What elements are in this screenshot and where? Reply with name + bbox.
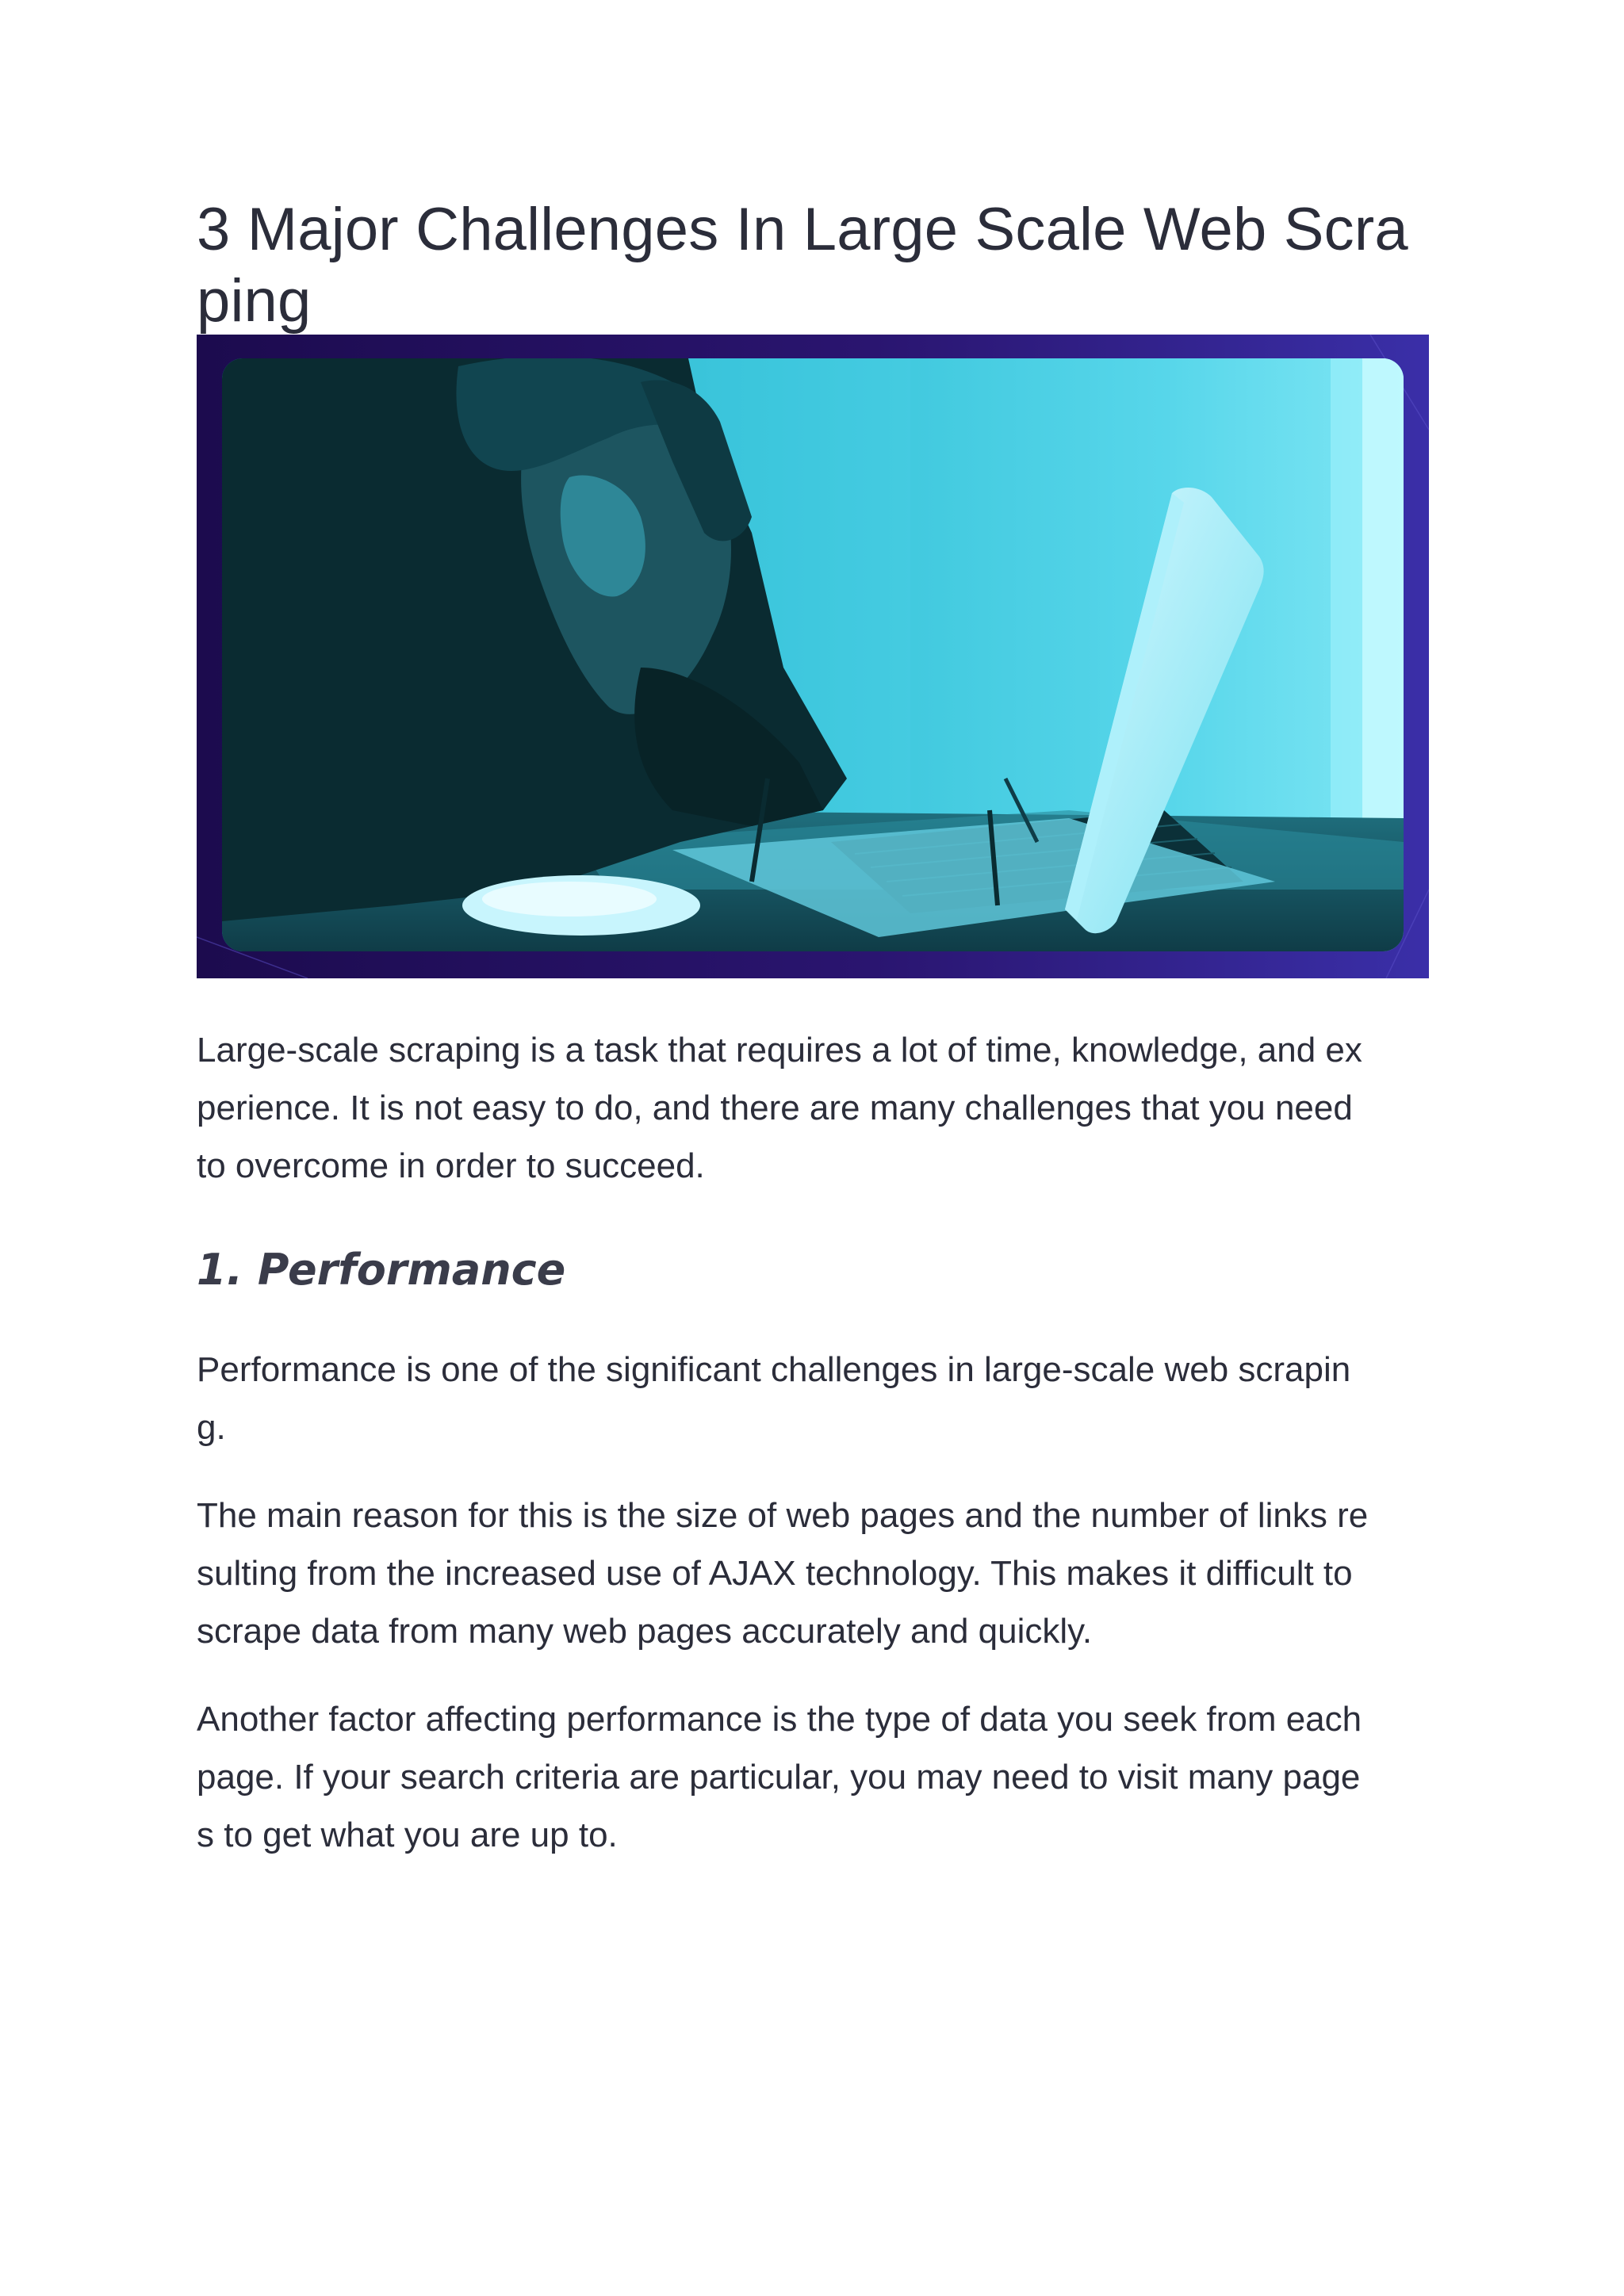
article bbox=[197, 194, 1429, 1864]
paragraph bbox=[197, 1341, 1429, 1456]
text-line: s to get what you are up to. bbox=[197, 1816, 618, 1854]
text-line: Performance is one of the significant challenges in large-scale web scrapin bbox=[197, 1350, 1351, 1389]
text-line: page. If your search criteria are particular, you may need to visit many page bbox=[197, 1758, 1361, 1797]
stressed-person-laptop-image bbox=[197, 335, 1429, 978]
paragraph bbox=[197, 1690, 1429, 1864]
paragraph bbox=[197, 1487, 1429, 1660]
text-line: Another factor affecting performance is the type of data you seek from each bbox=[197, 1700, 1362, 1739]
section-heading-performance: 1. Performance bbox=[197, 1245, 566, 1295]
article-title bbox=[197, 194, 1429, 337]
text-line: perience. It is not easy to do, and there are many challenges that you need bbox=[197, 1089, 1353, 1127]
intro-paragraph bbox=[197, 1021, 1429, 1195]
hero-image bbox=[197, 335, 1429, 978]
title-line: 3 Major Challenges In Large Scale Web Scra bbox=[197, 196, 1408, 263]
text-line: sulting from the increased use of AJAX technology. This makes it difficult to bbox=[197, 1554, 1353, 1593]
text-line: g. bbox=[197, 1408, 226, 1447]
text-line: to overcome in order to succeed. bbox=[197, 1146, 705, 1185]
text-line: Large-scale scraping is a task that requires a lot of time, knowledge, and ex bbox=[197, 1031, 1362, 1070]
text-line: scrape data from many web pages accurately and quickly. bbox=[197, 1612, 1093, 1651]
title-line: ping bbox=[197, 267, 312, 335]
text-line: The main reason for this is the size of web pages and the number of links re bbox=[197, 1496, 1369, 1535]
